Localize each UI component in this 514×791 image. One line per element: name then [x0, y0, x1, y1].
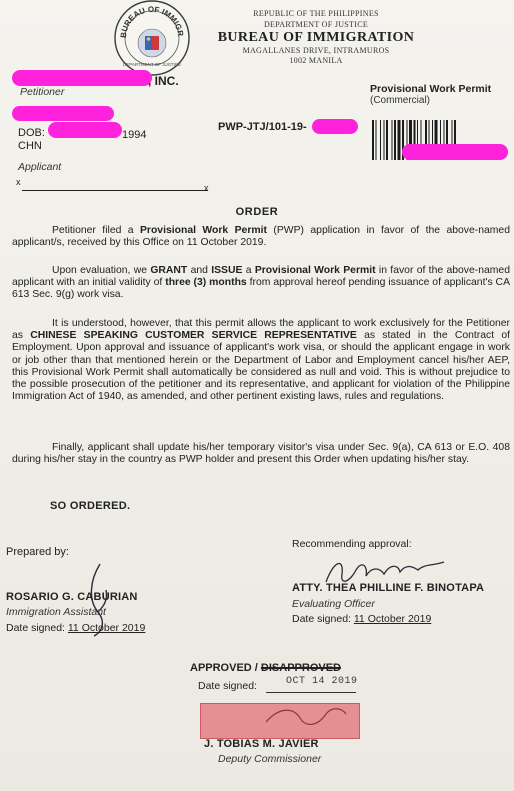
svg-text:DEPARTMENT OF JUSTICE: DEPARTMENT OF JUSTICE [122, 62, 182, 67]
recommender-name: ATTY. THEA PHILLINE F. BINOTAPA [292, 582, 485, 594]
approver-signature [260, 700, 350, 736]
header-address: MAGALLANES DRIVE, INTRAMUROS [242, 46, 390, 55]
nationality: CHN [18, 140, 42, 152]
paragraph-2: Upon evaluation, we GRANT and ISSUE a Provisional Work Permit in favor of the above-named applicant with an initial validity of three (3) months from approval hereof pending issuance of applicant's CA 613 Sec. 9(g) work visa. [12, 265, 510, 301]
header-bureau: BUREAU OF IMMIGRATION [217, 30, 415, 45]
prepared-by-label: Prepared by: [6, 546, 69, 558]
approval-date-line [266, 692, 356, 693]
recommender-date: Date signed: 11 October 2019 [292, 613, 432, 625]
paragraph-3: It is understood, however, that this permit allows the applicant to work exclusively for the Petitioner as CHINESE SPEAKING CUSTOMER SERVICE REPRESENTATIVE as stated in the Contract of Employment. Upon approval and issuance of applicant's work visa, or should the applicant engage in work or job other than that mentioned herein or the Department of Labor and Employment cancel his/her AEP, this Provisional Work Permit shall automatically be considered as null and void. This is without prejudice to the possible prosecution of the petitioner and its representative, and applicant for violation of the Philippine Immigration Act of 1940, as amended, and other pertinent existing laws, rules and regulations. [12, 318, 510, 403]
preparer-title: Immigration Assistant [6, 606, 106, 618]
dob-year: 1994 [122, 129, 147, 141]
applicant-label: Applicant [18, 161, 62, 173]
paragraph-1: Petitioner filed a Provisional Work Permit (PWP) application in favor of the above-named applicant/s, received by this Office on 11 October 2019. [12, 225, 510, 249]
applicant-signature-line [22, 190, 208, 191]
dob-label: DOB: [18, 127, 45, 139]
order-title: ORDER [235, 206, 279, 218]
header-republic: REPUBLIC OF THE PHILIPPINES [253, 9, 379, 18]
redaction-dob [48, 122, 122, 138]
approval-date-stamp: OCT 14 2019 [286, 676, 358, 687]
header-department: DEPARTMENT OF JUSTICE [263, 20, 369, 29]
line-mark-left: x [16, 177, 21, 187]
svg-text:BUREAU OF IMMIGRATION: BUREAU OF IMMIGR [118, 4, 186, 39]
preparer-date: Date signed: 11 October 2019 [6, 622, 146, 634]
petitioner-label: Petitioner [20, 86, 65, 98]
recommender-title: Evaluating Officer [292, 598, 375, 610]
header-city: 1002 MANILA [289, 56, 343, 65]
redaction-company [12, 70, 152, 86]
preparer-name: ROSARIO G. CABURIAN [6, 591, 138, 603]
approver-name: J. TOBIAS M. JAVIER [204, 738, 319, 750]
redaction-applicant-name [12, 106, 114, 121]
pwp-number: PWP-JTJ/101-19- [218, 121, 307, 133]
line-mark-right: x [204, 183, 209, 193]
permit-type: (Commercial) [370, 95, 430, 106]
approval-date-label: Date signed: [198, 680, 257, 692]
approver-title: Deputy Commissioner [218, 753, 322, 765]
paragraph-4: Finally, applicant shall update his/her temporary visitor's visa under Sec. 9(a), CA 613 or E.O. 408 during his/her stay in the country as PWP holder and present this Order when updating his/her stay. [12, 442, 510, 466]
barcode [372, 120, 508, 166]
so-ordered: SO ORDERED. [50, 500, 131, 512]
permit-title: Provisional Work Permit [370, 83, 492, 95]
approval-status: APPROVED / DISAPPROVED [190, 662, 341, 674]
recommending-label: Recommending approval: [292, 538, 412, 550]
company-suffix: , INC. [148, 74, 179, 88]
bureau-of-immigration-seal [112, 0, 192, 78]
redaction-pwp-number [312, 119, 358, 134]
